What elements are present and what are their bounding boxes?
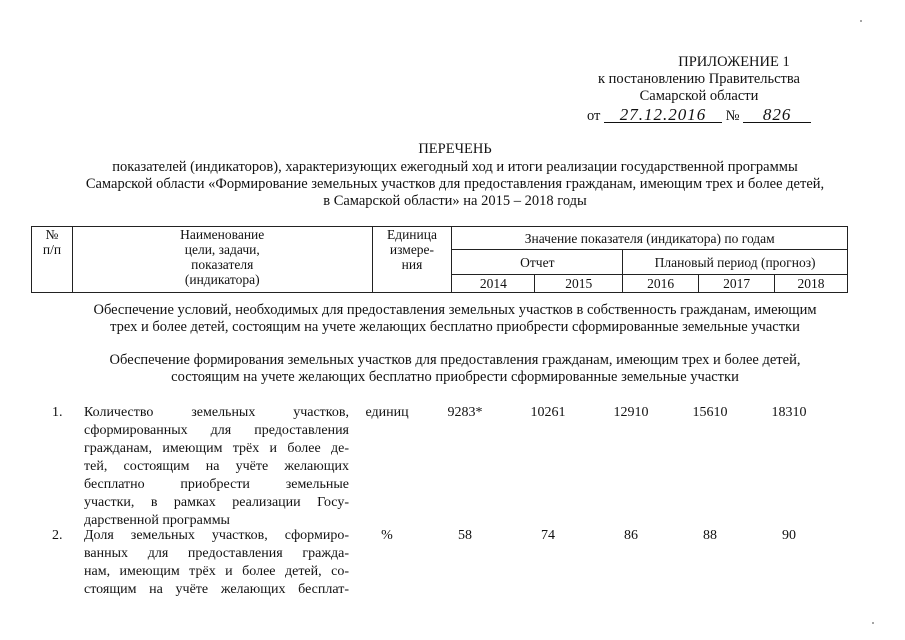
col-unit-line-1: Единица (386, 227, 437, 242)
row-2-line: ванных для предоставления гражда- (84, 546, 349, 561)
col-name-line-1: Наименование (180, 227, 265, 242)
row-1-value-2015: 10261 (530, 405, 566, 420)
appendix-title: ПРИЛОЖЕНИЕ 1 (678, 54, 790, 70)
row-2-unit: % (381, 528, 393, 543)
appendix-line-1: к постановлению Правительства (598, 71, 800, 87)
col-name-header (72, 227, 372, 293)
number-prefix: № (725, 108, 740, 124)
year-2014: 2014 (452, 275, 535, 293)
row-1-value-2016: 12910 (613, 405, 649, 420)
row-2-value-2014: 58 (458, 528, 472, 543)
row-1-line: участки, в рамках реализации Госу- (84, 495, 349, 510)
row-2-value-2017: 88 (703, 528, 717, 543)
values-header: Значение показателя (индикатора) по годам (452, 227, 848, 250)
row-1-line: сформированных для предоставления (84, 423, 349, 438)
year-2018: 2018 (775, 275, 848, 293)
task-line-1: Обеспечение формирования земельных участков для предоставления гражданам, имеющим трех и более детей, (109, 352, 801, 368)
row-1-line: Количество земельных участков, (84, 405, 349, 420)
col-num-line-1: № (45, 227, 59, 242)
row-2-description (84, 527, 349, 599)
col-name-line-4: (индикатора) (184, 272, 260, 287)
row-1-value-2014: 9283* (447, 405, 483, 420)
heading-line-1: показателей (индикаторов), характеризующих ежегодный ход и итоги реализации государственной программы (112, 159, 798, 175)
row-1-line: бесплатно приобрести земельные (84, 477, 349, 492)
row-1-number: 1. (52, 405, 63, 420)
heading-line-3: в Самарской области» на 2015 – 2018 годы (323, 193, 587, 209)
document-title: ПЕРЕЧЕНЬ (418, 141, 492, 157)
row-1-value-2018: 18310 (771, 405, 807, 420)
row-1-value-2017: 15610 (692, 405, 728, 420)
document-heading (30, 141, 880, 210)
row-1-line: дарственной программы (84, 513, 230, 528)
task-text (30, 352, 880, 386)
task-line-2: состоящим на учете желающих бесплатно приобрести сформированные земельные участки (171, 369, 739, 385)
heading-line-2: Самарской области «Формирование земельных участков для предоставления гражданам, имеющим трех и более детей, (85, 176, 825, 192)
row-1-line: тей, состоящим на учёте желающих (84, 459, 349, 474)
col-num-header (32, 227, 73, 293)
plan-header: Плановый период (прогноз) (623, 250, 848, 275)
row-1-unit: единиц (365, 405, 409, 420)
appendix-line-2: Самарской области (639, 88, 759, 104)
row-2-value-2018: 90 (782, 528, 796, 543)
year-2016: 2016 (623, 275, 699, 293)
scan-speck (860, 20, 862, 22)
row-2-line: нам, имеющим трёх и более детей, со- (84, 564, 349, 579)
number-value: 826 (743, 107, 811, 123)
row-1-line: гражданам, имеющим трёх и более де- (84, 441, 349, 456)
row-1-description (84, 404, 349, 530)
row-2-number: 2. (52, 528, 63, 543)
goal-line-1: Обеспечение условий, необходимых для предоставления земельных участков в собственность гражданам, имеющим (93, 302, 817, 318)
date-value: 27.12.2016 (604, 107, 722, 123)
appendix-block (569, 54, 829, 125)
col-unit-line-2: измере- (389, 242, 435, 257)
col-name-line-2: цели, задачи, (184, 242, 260, 257)
report-header: Отчет (452, 250, 623, 275)
year-2015: 2015 (535, 275, 623, 293)
row-2-value-2016: 86 (624, 528, 638, 543)
col-name-line-3: показателя (191, 257, 254, 272)
col-unit-header (372, 227, 452, 293)
row-2-line: стоящим на учёте желающих бесплат- (84, 582, 349, 597)
goal-line-2: трех и более детей, состоящим на учете желающих бесплатно приобрести сформированные земельные участки (110, 319, 800, 335)
row-2-value-2015: 74 (541, 528, 555, 543)
goal-text (30, 302, 880, 336)
col-num-line-2: п/п (42, 242, 62, 257)
row-2-line: Доля земельных участков, сформиро- (84, 528, 349, 543)
date-prefix: от (586, 108, 601, 124)
appendix-date-line (569, 107, 829, 125)
indicator-table-header (31, 226, 848, 293)
col-unit-line-3: ния (401, 257, 423, 272)
scan-speck (872, 622, 874, 624)
year-2017: 2017 (699, 275, 775, 293)
